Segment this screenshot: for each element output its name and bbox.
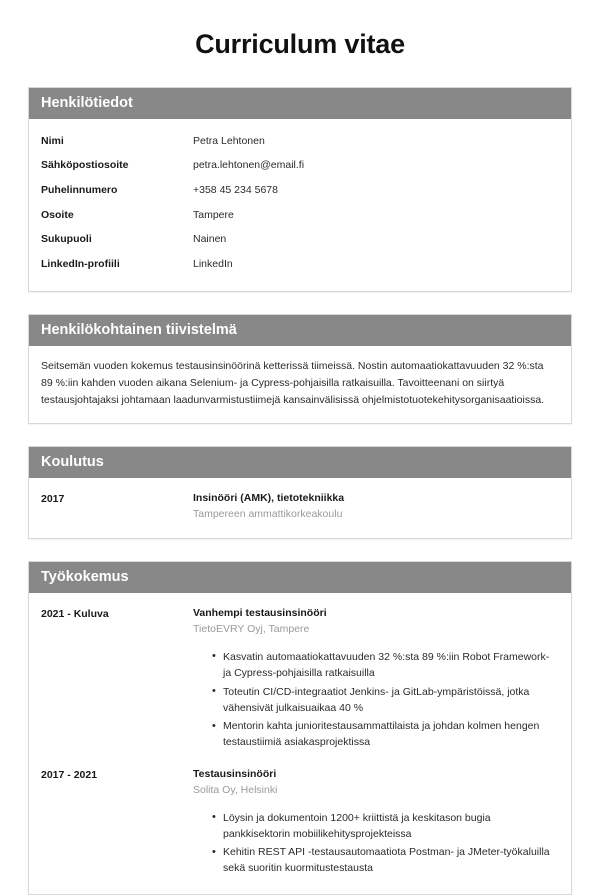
info-label: Nimi (41, 134, 64, 147)
entry-main (193, 491, 559, 523)
info-value: Nainen (193, 233, 227, 246)
page-title: Curriculum vitae (195, 29, 405, 59)
entry-date: 2017 - 2021 (41, 768, 98, 781)
entry-title: Testausinsinööri (193, 767, 277, 780)
entry-subtitle: Tampereen ammattikorkeakoulu (193, 508, 343, 521)
info-value: +358 45 234 5678 (193, 184, 278, 197)
section-heading-education: Koulutus (29, 447, 571, 478)
personal-info-body (29, 119, 571, 291)
entry-subtitle: Solita Oy, Helsinki (193, 783, 278, 796)
section-summary (28, 314, 572, 424)
entry-bullet-list (193, 649, 559, 751)
info-label: Osoite (41, 208, 74, 221)
summary-body (29, 346, 571, 423)
section-education (28, 446, 572, 539)
info-row (41, 179, 559, 204)
entry-main (193, 767, 559, 879)
info-row (41, 228, 559, 253)
experience-body (29, 593, 571, 894)
info-value: Tampere (193, 208, 234, 221)
entry-bullet: • Kasvatin automaatiokattavuuden 32 %:sta 89 %:iin Robot Framework- ja Cypress-pohjaisilla ratkaisuilla (212, 649, 559, 682)
entry-date: 2017 (41, 492, 65, 505)
education-entry (41, 489, 559, 525)
info-row (41, 204, 559, 229)
section-heading-experience: Työkokemus (29, 562, 571, 593)
section-personal-info (28, 87, 572, 292)
info-row (41, 154, 559, 179)
linkedin-profile-link[interactable]: LinkedIn (193, 258, 233, 271)
experience-entry (41, 755, 559, 881)
entry-subtitle: TietoEVRY Oyj, Tampere (193, 623, 310, 636)
info-value: Petra Lehtonen (193, 134, 265, 147)
info-label: LinkedIn-profiili (41, 258, 120, 271)
experience-entry (41, 604, 559, 755)
info-row (41, 130, 559, 155)
section-heading-summary: Henkilökohtainen tiivistelmä (29, 315, 571, 346)
info-value: petra.lehtonen@email.fi (193, 159, 305, 172)
info-label: Sähköpostiosoite (41, 159, 129, 172)
entry-date: 2021 - Kuluva (41, 608, 109, 620)
section-heading-personal-info: Henkilötiedot (29, 88, 571, 119)
info-label: Puhelinnumero (41, 184, 118, 197)
entry-title: Vanhempi testausinsinööri (193, 607, 327, 619)
entry-bullet-list (193, 810, 559, 877)
entry-main (193, 606, 559, 753)
entry-bullet: • Kehitin REST API -testausautomaatiota Postman- ja JMeter-työkaluilla sekä suoritin kuormitustestausta (212, 844, 559, 877)
entry-bullet: • Mentorin kahta junioritestausammattilaista ja johdan kolmen hengen testaustiimiä asiakasprojektissa (212, 718, 559, 751)
info-row (41, 253, 559, 278)
info-label: Sukupuoli (41, 233, 92, 246)
section-experience (28, 561, 572, 895)
entry-bullet: • Löysin ja dokumentoin 1200+ kriittistä ja keskitason bugia pankkisektorin mobiilikehitysprojekteissa (212, 810, 559, 843)
entry-bullet: • Toteutin CI/CD-integraatiot Jenkins- ja GitLab-ympäristöissä, jotka vähensivät julkaisuaikaa 40 % (212, 684, 559, 717)
entry-title: Insinööri (AMK), tietotekniikka (193, 491, 345, 504)
education-body (29, 478, 571, 538)
summary-text: Seitsemän vuoden kokemus testausinsinöörinä ketterissä tiimeissä. Nostin automaatiokattavuuden 32 %:sta 89 %:iin kahden vuoden aikana Selenium- ja Cypress-pohjaisilla ratkaisuilla. Tavoitteenani on siirtyä testausjohtajaksi johtamaan laadunvarmistustiimejä kansainvälisissä ohjelmistotuotekehitysorganisaatioissa. (41, 359, 545, 406)
